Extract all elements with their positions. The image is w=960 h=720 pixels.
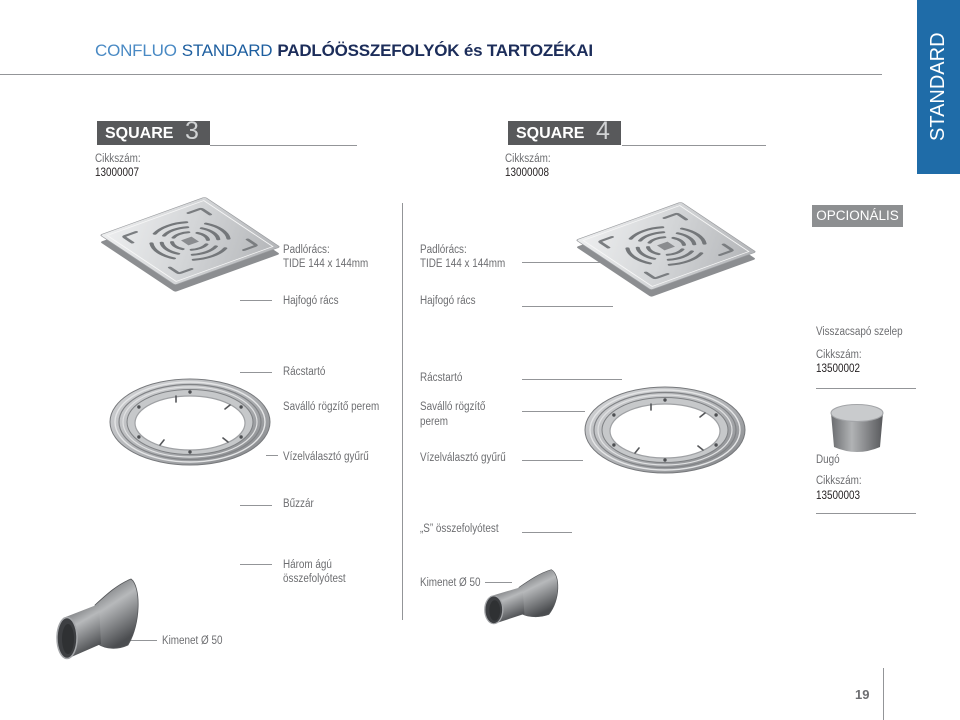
sq4-hair-trap: Hajfogó rács bbox=[420, 295, 476, 307]
grate-image-square3 bbox=[100, 197, 280, 292]
sku-square3: 13000007 bbox=[95, 167, 140, 179]
optional-badge: OPCIONÁLIS bbox=[812, 205, 903, 227]
sq3-body-line2: összefolyótest bbox=[283, 573, 346, 585]
plug-image bbox=[831, 405, 883, 453]
sku-square4: 13000008 bbox=[505, 167, 550, 179]
product-label-square3 bbox=[97, 117, 210, 145]
section-tab bbox=[917, 0, 960, 174]
plug-name: Dugó bbox=[816, 454, 840, 466]
sku-label-square4: Cikkszám: bbox=[505, 153, 551, 165]
sq4-grate-model: TIDE 144 x 144mm bbox=[420, 258, 506, 270]
product-name: SQUARE bbox=[105, 125, 174, 142]
sq4-flange-line1: Saválló rögzítő bbox=[420, 401, 486, 413]
sq3-grate-label: Padlórács: bbox=[283, 244, 330, 256]
title-brand: CONFLUO bbox=[95, 41, 177, 60]
flange-ring-image-square3 bbox=[110, 379, 270, 465]
three-way-body-image bbox=[57, 579, 138, 659]
sq4-grate-holder: Rácstartó bbox=[420, 372, 463, 384]
check-valve-sku-label: Cikkszám: bbox=[816, 349, 862, 361]
sq4-body: „S” összefolyótest bbox=[420, 523, 499, 535]
check-valve-sku: 13500002 bbox=[816, 363, 861, 375]
section-tab-label: STANDARD bbox=[927, 32, 949, 142]
sq3-body-line1: Három ágú bbox=[283, 559, 332, 571]
product-label-square4 bbox=[508, 117, 621, 145]
sq3-grate-model: TIDE 144 x 144mm bbox=[283, 258, 369, 270]
sq3-flange: Saválló rögzítő perem bbox=[283, 401, 380, 413]
s-body-image bbox=[485, 570, 558, 624]
title-subject: PADLÓÖSSZEFOLYÓK és TARTOZÉKAI bbox=[277, 41, 593, 60]
plug-sku-label: Cikkszám: bbox=[816, 475, 862, 487]
sq3-water-ring: Vízelválasztó gyűrű bbox=[283, 451, 369, 463]
product-number: 3 bbox=[185, 117, 199, 145]
check-valve-name: Visszacsapó szelep bbox=[816, 326, 903, 338]
sq3-grate-holder: Rácstartó bbox=[283, 366, 326, 378]
sq4-flange-line2: perem bbox=[420, 416, 449, 428]
product-number: 4 bbox=[596, 117, 610, 145]
title-line: STANDARD bbox=[181, 41, 273, 60]
sku-label-square3: Cikkszám: bbox=[95, 153, 141, 165]
flange-ring-image-square4 bbox=[585, 387, 745, 473]
sq4-water-ring: Vízelválasztó gyűrű bbox=[420, 452, 506, 464]
page-number: 19 bbox=[855, 687, 870, 702]
sq3-odor-trap: Bűzzár bbox=[283, 498, 314, 510]
sq3-outlet: Kimenet Ø 50 bbox=[162, 635, 223, 647]
page-title bbox=[95, 40, 593, 62]
grate-image-square4 bbox=[576, 202, 756, 297]
plug-sku: 13500003 bbox=[816, 490, 861, 502]
sq4-outlet: Kimenet Ø 50 bbox=[420, 577, 481, 589]
product-name: SQUARE bbox=[516, 125, 585, 142]
sq3-hair-trap: Hajfogó rács bbox=[283, 295, 339, 307]
sq4-grate-label: Padlórács: bbox=[420, 244, 467, 256]
